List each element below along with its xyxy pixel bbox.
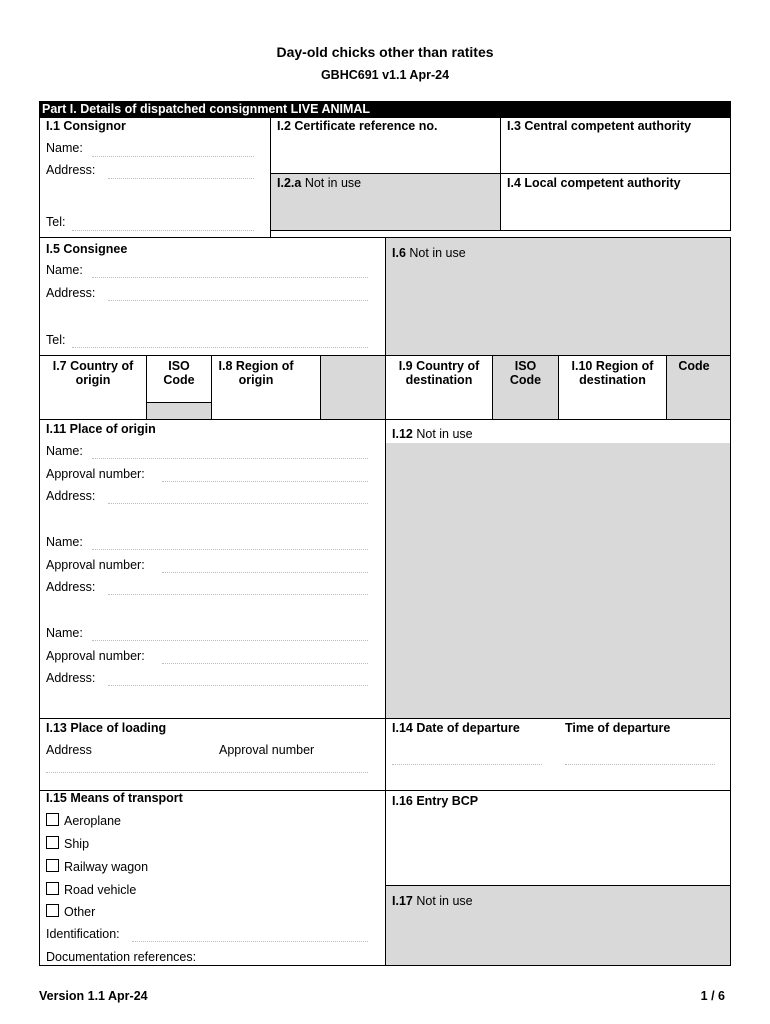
part1-header: Part I. Details of dispatched consignment LIVE ANIMAL xyxy=(39,101,731,117)
not-in-use-12-label: I.12 Not in use xyxy=(392,427,473,441)
loading-approval-label: Approval number xyxy=(219,743,315,757)
consignor-name-label: Name: xyxy=(46,141,83,155)
transport-option-road[interactable]: Road vehicle xyxy=(46,882,136,897)
not-in-use-17-label: I.17 Not in use xyxy=(392,894,473,908)
transport-option-ship[interactable]: Ship xyxy=(46,836,89,851)
iso-code-origin-label: ISO Code xyxy=(163,359,195,387)
not-in-use-12-shade xyxy=(386,443,730,718)
origin-approval-label-3: Approval number: xyxy=(46,649,145,663)
origin-address-label-2: Address: xyxy=(46,580,96,594)
origin-name-label-3: Name: xyxy=(46,626,83,640)
place-of-origin-label: I.11 Place of origin xyxy=(46,422,156,436)
place-of-loading-label: I.13 Place of loading xyxy=(46,721,167,735)
means-of-transport-label: I.15 Means of transport xyxy=(46,791,183,805)
other-checkbox[interactable] xyxy=(46,904,59,917)
country-destination-label: I.9 Country of destination xyxy=(398,359,480,387)
iso-code-destination-label: ISO Code xyxy=(509,359,542,387)
footer-page-number: 1 / 6 xyxy=(700,989,725,1003)
transport-option-other[interactable]: Other xyxy=(46,904,95,919)
transport-option-railway[interactable]: Railway wagon xyxy=(46,859,148,874)
region-destination-label: I.10 Region of destination xyxy=(571,359,654,387)
not-in-use-2a-label: I.2.a Not in use xyxy=(277,176,362,190)
origin-address-label-1: Address: xyxy=(46,489,96,503)
certificate-ref-label: I.2 Certificate reference no. xyxy=(277,119,438,133)
region-origin-code-field[interactable] xyxy=(320,355,386,420)
local-authority-label: I.4 Local competent authority xyxy=(507,176,681,190)
loading-address-label: Address xyxy=(46,743,92,757)
entry-bcp-label: I.16 Entry BCP xyxy=(392,794,479,808)
consignee-label: I.5 Consignee xyxy=(46,242,128,256)
consignor-tel-label: Tel: xyxy=(46,215,66,229)
documentation-references-label: Documentation references: xyxy=(46,950,197,964)
origin-name-label-2: Name: xyxy=(46,535,83,549)
footer-version: Version 1.1 Apr-24 xyxy=(39,989,148,1003)
not-in-use-6-label: I.6 Not in use xyxy=(392,246,466,260)
origin-approval-label-2: Approval number: xyxy=(46,558,145,572)
iso-code-origin-field[interactable] xyxy=(146,402,212,420)
country-origin-label: I.7 Country of origin xyxy=(52,359,134,387)
region-destination-code-label: Code xyxy=(678,359,710,373)
document-title: Day-old chicks other than ratites xyxy=(276,44,494,60)
transport-option-aeroplane[interactable]: Aeroplane xyxy=(46,813,121,828)
ship-checkbox[interactable] xyxy=(46,836,59,849)
railway-wagon-checkbox[interactable] xyxy=(46,859,59,872)
origin-approval-label-1: Approval number: xyxy=(46,467,145,481)
time-of-departure-label: Time of departure xyxy=(565,721,671,735)
central-authority-label: I.3 Central competent authority xyxy=(507,119,692,133)
region-origin-label: I.8 Region of origin xyxy=(218,359,294,387)
consignee-tel-label: Tel: xyxy=(46,333,66,347)
aeroplane-checkbox[interactable] xyxy=(46,813,59,826)
identification-label: Identification: xyxy=(46,927,120,941)
consignee-name-label: Name: xyxy=(46,263,83,277)
origin-address-label-3: Address: xyxy=(46,671,96,685)
consignor-label: I.1 Consignor xyxy=(46,119,126,133)
consignor-address-label: Address: xyxy=(46,163,96,177)
document-code: GBHC691 v1.1 Apr-24 xyxy=(320,68,450,82)
road-vehicle-checkbox[interactable] xyxy=(46,882,59,895)
date-of-departure-label: I.14 Date of departure xyxy=(392,721,520,735)
origin-name-label-1: Name: xyxy=(46,444,83,458)
consignee-address-label: Address: xyxy=(46,286,96,300)
